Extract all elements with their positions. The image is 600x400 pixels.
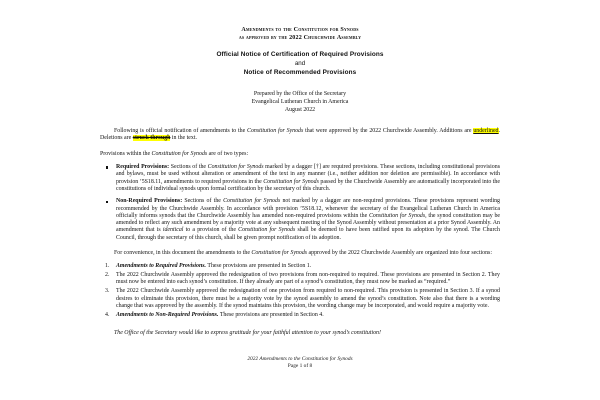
footer-page-number: Page 1 of 8 [287, 363, 313, 369]
bullet-required-text-1: Sections of the [169, 164, 208, 171]
bullet-non-required-text-1: Sections of the [182, 198, 224, 205]
bullet-item-non-required-provisions [100, 198, 500, 242]
page-footer [0, 356, 600, 370]
footer-title-prefix: 2022 Amendments to the [247, 356, 302, 362]
types-doc-reference: Constitution for Synods [151, 150, 208, 157]
provision-types-list [100, 164, 500, 242]
bullet-required-text-2: marked by a dagger [†] are required provisions. These sections, including constitutional provisions and bylaws, must be used without alteration or amendment of the text in any manner (i.e., neither addition nor deletion are permissible). In accordance with provision ’5S18.11, amendments to required provisions in the [116, 164, 500, 185]
intro-doc-reference: Constitution for Synods [247, 128, 304, 135]
types-text-2: are of two types: [207, 150, 249, 157]
notice-line-certification: Official Notice of Certification of Required Provisions [216, 51, 384, 59]
organization-paragraph [100, 250, 500, 257]
sections-numbered-list [100, 263, 500, 319]
intro-paragraph [100, 128, 500, 143]
numbered-item-1-marker: 1. [105, 263, 110, 270]
highlight-struck-term: struck through [132, 135, 171, 142]
intro-text-4: in the text. [170, 135, 197, 142]
bullet-non-required-doc-ref-1: Constitution for Synods [223, 198, 281, 205]
numbered-item-1-heading: Amendments to Required Provisions. [116, 263, 207, 270]
numbered-item-2-text: The 2022 Churchwide Assembly approved the redesignation of two provisions from non-required to required. These provisions are presented in Section 2. They must now be entered into each synod’s constitution. If they already are part of a synod’s constitution, they must now be marked as “required.” [116, 272, 500, 286]
numbered-item-4-marker: 4. [105, 311, 110, 318]
bullet-non-required-text-5: shall be deemed to have been ratified upon its adoption by the synod. The Church Council, through the secretary of this church, shall be given prompt notification of its adoption. [116, 227, 500, 241]
numbered-item-3-marker: 3. [105, 288, 110, 295]
convenience-text-2: approved by the 2022 Churchwide Assembly are organized into four sections: [307, 250, 492, 257]
numbered-item-4 [100, 312, 500, 319]
bullet-non-required-doc-ref-3: Constitution for Synods [238, 227, 296, 234]
numbered-item-2 [100, 272, 500, 287]
bullet-square-icon [106, 201, 108, 203]
bullet-required-doc-ref-2: Constitution for Synods [263, 178, 319, 185]
numbered-item-3 [100, 288, 500, 310]
title-block [100, 26, 500, 77]
numbered-item-1 [100, 263, 500, 270]
footer-document-title [0, 356, 600, 363]
numbered-item-1-text: These provisions are presented in Section 1. [206, 263, 312, 270]
page-content [100, 26, 500, 337]
types-text-1: Provisions within the [100, 150, 152, 157]
notice-line-recommended: Notice of Recommended Provisions [243, 69, 357, 77]
numbered-item-2-marker: 2. [105, 272, 110, 279]
bullet-non-required-doc-ref-2: Constitution for Synods [368, 212, 426, 219]
numbered-item-4-text: These provisions are presented in Section 4. [218, 311, 324, 318]
notice-conjunction: and [294, 60, 306, 68]
intro-text-2: that were approved by the 2022 Churchwide Assembly. Additions are [303, 128, 474, 135]
intro-text-1: Following is official notification of amendments to the [114, 128, 248, 135]
gratitude-paragraph: The Office of the Secretary would like to express gratitude for your faithful attention to your synod’s constitution! [114, 329, 381, 336]
footer-doc-reference: Constitution for Synods [301, 356, 353, 362]
bullet-heading-non-required: Non-Required Provisions: [116, 198, 183, 205]
bullet-non-required-text-2: not marked by a dagger are non-required provisions. These provisions represent wording recommended by the Churchwide Assembly. In accordance with provision ’5S18.12, whenever the secretary of the Evangelical Lutheran Church in America officially informs synods that the Churchwide Assembly has amended non-required provisions within the [116, 198, 500, 219]
prepared-by-block [100, 91, 500, 114]
numbered-item-3-text: The 2022 Churchwide Assembly approved the redesignation of one provision from required to non-required. This provision is presented in Section 3. If a synod desires to eliminate this provision, there must be a majority vote by the synod assembly to amend the synod’s constitution. Note also that there is a wording change that was approved by the assembly. If the synod maintains this provision, the wording change may be incorporated, and would require a majority vote. [116, 288, 500, 309]
convenience-text-1: For convenience, in this document the amendments to the [114, 250, 252, 257]
prepared-by-organization: Evangelical Lutheran Church in America [251, 99, 349, 105]
bullet-square-icon [106, 166, 108, 168]
bullet-non-required-emphasis: identical [162, 227, 184, 234]
document-title-line-2 [100, 34, 500, 42]
bullet-item-required-provisions [100, 164, 500, 193]
bullet-non-required-text-4: to a provision of the [183, 227, 239, 234]
bullet-required-text-3: passed by the Churchwide Assembly are automatically incorporated into the constitutions of individual synods upon formal certification by the secretary of this church. [116, 178, 500, 192]
document-title-year: 2022 [289, 35, 302, 42]
numbered-item-4-heading: Amendments to Non-Required Provisions. [116, 311, 219, 318]
document-title-line-2-prefix: as approved by the [238, 35, 290, 42]
document-title-line-1: Amendments to the Constitution for Synods [241, 27, 359, 33]
provision-types-intro [100, 151, 500, 158]
prepared-by-office: Prepared by the Office of the Secretary [253, 91, 347, 98]
bullet-heading-required: Required Provisions: [116, 164, 170, 171]
bullet-non-required-text-3: , the synod constitution may be amended to reflect any such amendment by a majority vote at any subsequent meeting of the Synod Assembly without presentation at a prior Synod Assembly. An amendment that is [116, 212, 501, 234]
prepared-by-date: August 2022 [284, 106, 316, 113]
convenience-doc-reference: Constitution for Synods [251, 250, 308, 257]
intro-text-3: . Deletions are [100, 128, 500, 142]
bullet-required-doc-ref-1: Constitution for Synods [207, 164, 264, 171]
highlight-underlined-term: underlined [473, 128, 499, 135]
document-title-line-2-suffix: Churchwide Assembly [301, 35, 362, 42]
